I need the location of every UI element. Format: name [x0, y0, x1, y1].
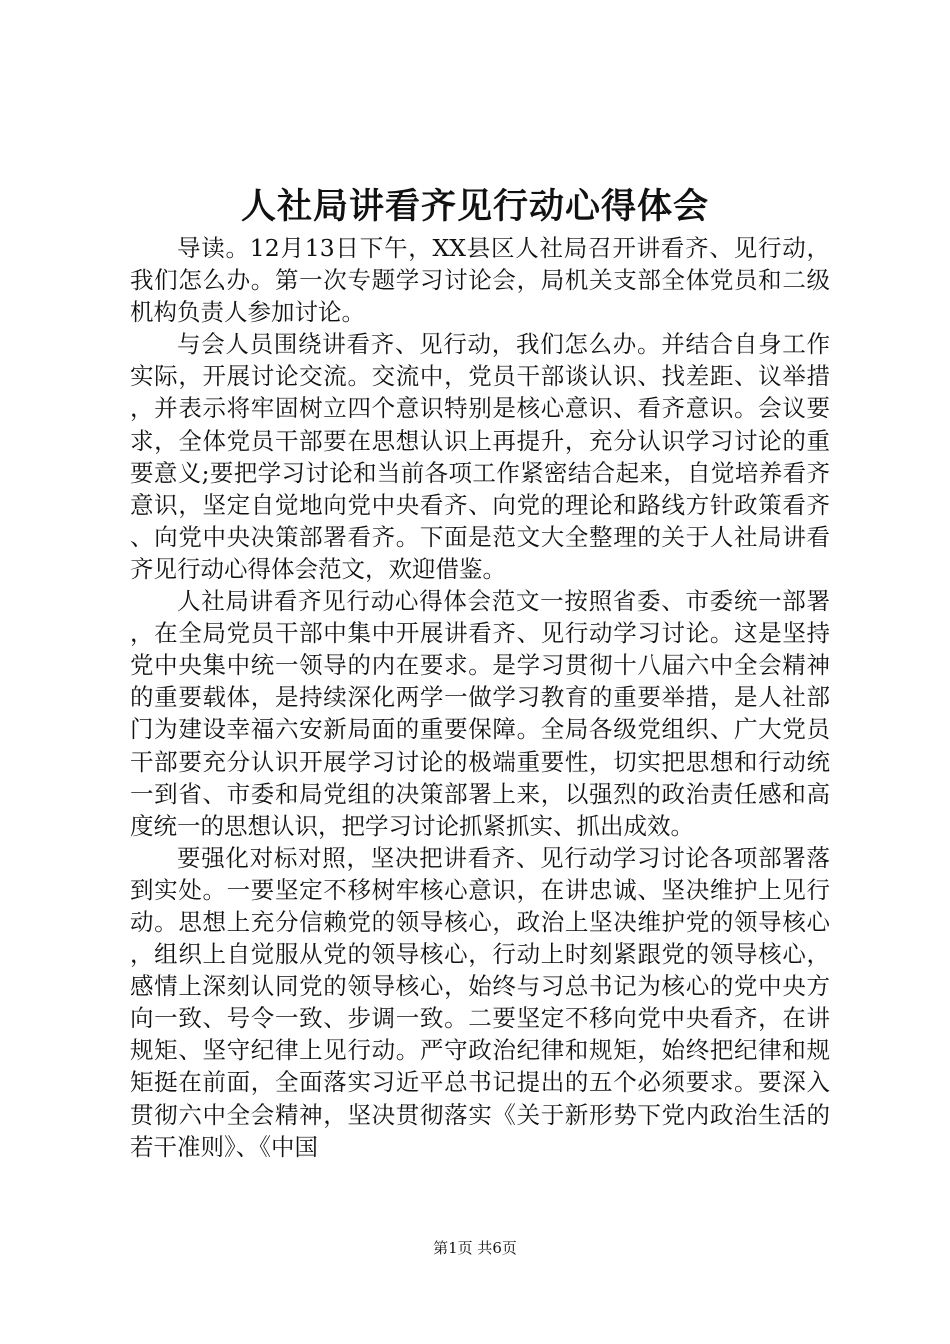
paragraph-intro: 导读。12月13日下午，XX县区人社局召开讲看齐、见行动，我们怎么办。第一次专题学习讨论会，局机关支部全体党员和二级机构负责人参加讨论。 [130, 234, 830, 327]
paragraph-meeting: 与会人员围绕讲看齐、见行动，我们怎么办。并结合自身工作实际，开展讨论交流。交流中，党员干部谈认识、找差距、议举措，并表示将牢固树立四个意识特别是核心意识、看齐意识。会议要求，全体党员干部要在思想认识上再提升，充分认识学习讨论的重要意义;要把学习讨论和当前各项工作紧密结合起来，自觉培养看齐意识，坚定自觉地向党中央看齐、向党的理论和路线方针政策看齐、向党中央决策部署看齐。下面是范文大全整理的关于人社局讲看齐见行动心得体会范文，欢迎借鉴。 [130, 330, 830, 583]
document-title: 人社局讲看齐见行动心得体会 [240, 186, 709, 227]
document-body [130, 232, 830, 1163]
paragraph-sample-one: 人社局讲看齐见行动心得体会范文一按照省委、市委统一部署，在全局党员干部中集中开展讲看齐、见行动学习讨论。这是坚持党中央集中统一领导的内在要求。是学习贯彻十八届六中全会精神的重要载体，是持续深化两学一做学习教育的重要举措，是人社部门为建设幸福六安新局面的重要保障。全局各级党组织、广大党员干部要充分认识开展学习讨论的极端重要性，切实把思想和行动统一到省、市委和局党组的决策部署上来，以强烈的政治责任感和高度统一的思想认识，把学习讨论抓紧抓实、抓出成效。 [130, 587, 830, 840]
page-number-footer: 第1页 共6页 [433, 1239, 517, 1257]
paragraph-requirements: 要强化对标对照，坚决把讲看齐、见行动学习讨论各项部署落到实处。一要坚定不移树牢核心意识，在讲忠诚、坚决维护上见行动。思想上充分信赖党的领导核心，政治上坚决维护党的领导核心，组织上自觉服从党的领导核心，行动上时刻紧跟党的领导核心，感情上深刻认同党的领导核心，始终与习总书记为核心的党中央方向一致、号令一致、步调一致。二要坚定不移向党中央看齐，在讲规矩、坚守纪律上见行动。严守政治纪律和规矩，始终把纪律和规矩挺在前面，全面落实习近平总书记提出的五个必须要求。要深入贯彻六中全会精神，坚决贯彻落实《关于新形势下党内政治生活的若干准则》、《中国 [130, 843, 830, 1161]
